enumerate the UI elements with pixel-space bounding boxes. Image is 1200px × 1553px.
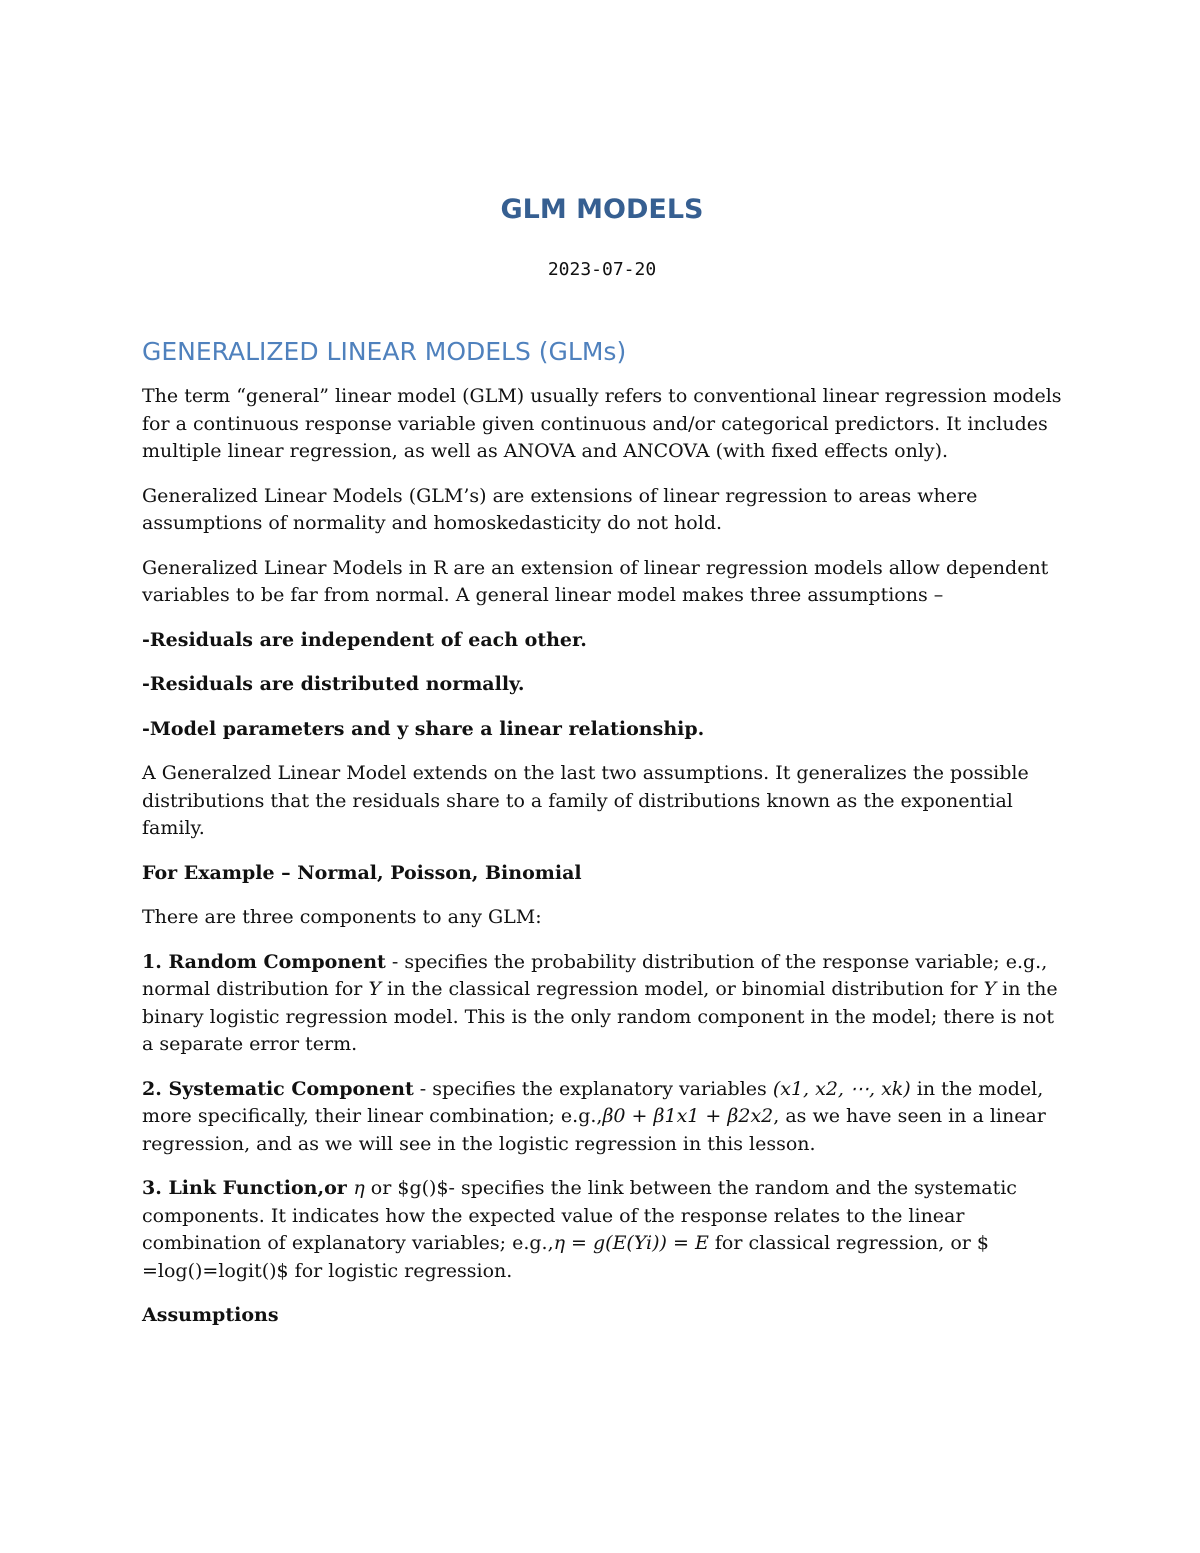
component-text: - specifies the explanatory variables [413,1077,773,1100]
component-label: 3. Link Function,or [142,1177,354,1199]
paragraph-exponential-family: A Generalzed Linear Model extends on the last two assumptions. It generalizes the possible distributions that the residuals share to a family of distributions known as the exponential family. [142,762,1029,839]
math-variable: Y [368,978,381,1000]
components-intro: There are three components to any GLM: [142,906,542,928]
component-text: - specifies the link between the random and the systematic components. It indicates how the expected value of the response relates to the linear combination of explanatory variables; e.g., [142,1177,1017,1254]
example-line: For Example – Normal, Poisson, Binomial [142,861,582,884]
component-text: , as we have seen in a linear regression, and as we will see in the logistic regression in this lesson. [142,1105,1046,1155]
assumption-item: -Model parameters and y share a linear relationship. [142,717,705,740]
math-variable: Y [983,978,997,1000]
component-text: in the model, more specifically, their linear combination; e.g., [142,1077,1044,1127]
assumption-item: -Residuals are distributed normally. [142,673,525,695]
paragraph-general-linear-model: The term “general” linear model (GLM) usually refers to conventional linear regression models for a continuous response variable given continuous and/or categorical predictors. It includes multiple linear regression, as well as ANOVA and ANCOVA (with fixed effects only). [142,385,1062,462]
paragraph-generalized-extension: Generalized Linear Models (GLM’s) are extensions of linear regression to areas where assumptions of normality and homoskedasticity do not hold. [142,484,978,534]
component-label-suffix: or $g()$ [364,1177,449,1199]
component-text: in the binary logistic regression model. This is the only random component in the model; there is not a separate error term. [142,978,1058,1055]
component-label: 2. Systematic Component [142,1077,414,1100]
component-text: for classical regression, or $ =log()=logit()$ for logistic regression. [142,1232,989,1282]
component-text: - specifies the probability distribution of the response variable; e.g., normal distribution for [142,950,1048,1000]
math-formula: η = g(E(Yi)) = E [553,1232,709,1254]
component-text: in the classical regression model, or binomial distribution for [380,978,984,1000]
assumptions-heading: Assumptions [142,1304,279,1326]
math-eta: η [353,1177,365,1199]
section-heading: GENERALIZED LINEAR MODELS (GLMs) [142,337,627,366]
document-date: 2023-07-20 [547,259,657,280]
paragraph-glm-in-r: Generalized Linear Models in R are an extension of linear regression models allow dependent variables to be far from normal. A general linear model makes three assumptions – [142,556,1049,606]
component-random [142,949,1062,1059]
math-variables: (x1, x2, ⋯, xk) [772,1077,911,1100]
component-label: 1. Random Component [142,950,386,973]
component-link [142,1175,1062,1285]
component-systematic [142,1076,1062,1159]
document-body [142,190,1062,1330]
document-title: GLM MODELS [500,194,704,225]
assumption-item: -Residuals are independent of each other. [142,628,587,651]
math-formula: β0 + β1x1 + β2x2 [602,1105,774,1127]
